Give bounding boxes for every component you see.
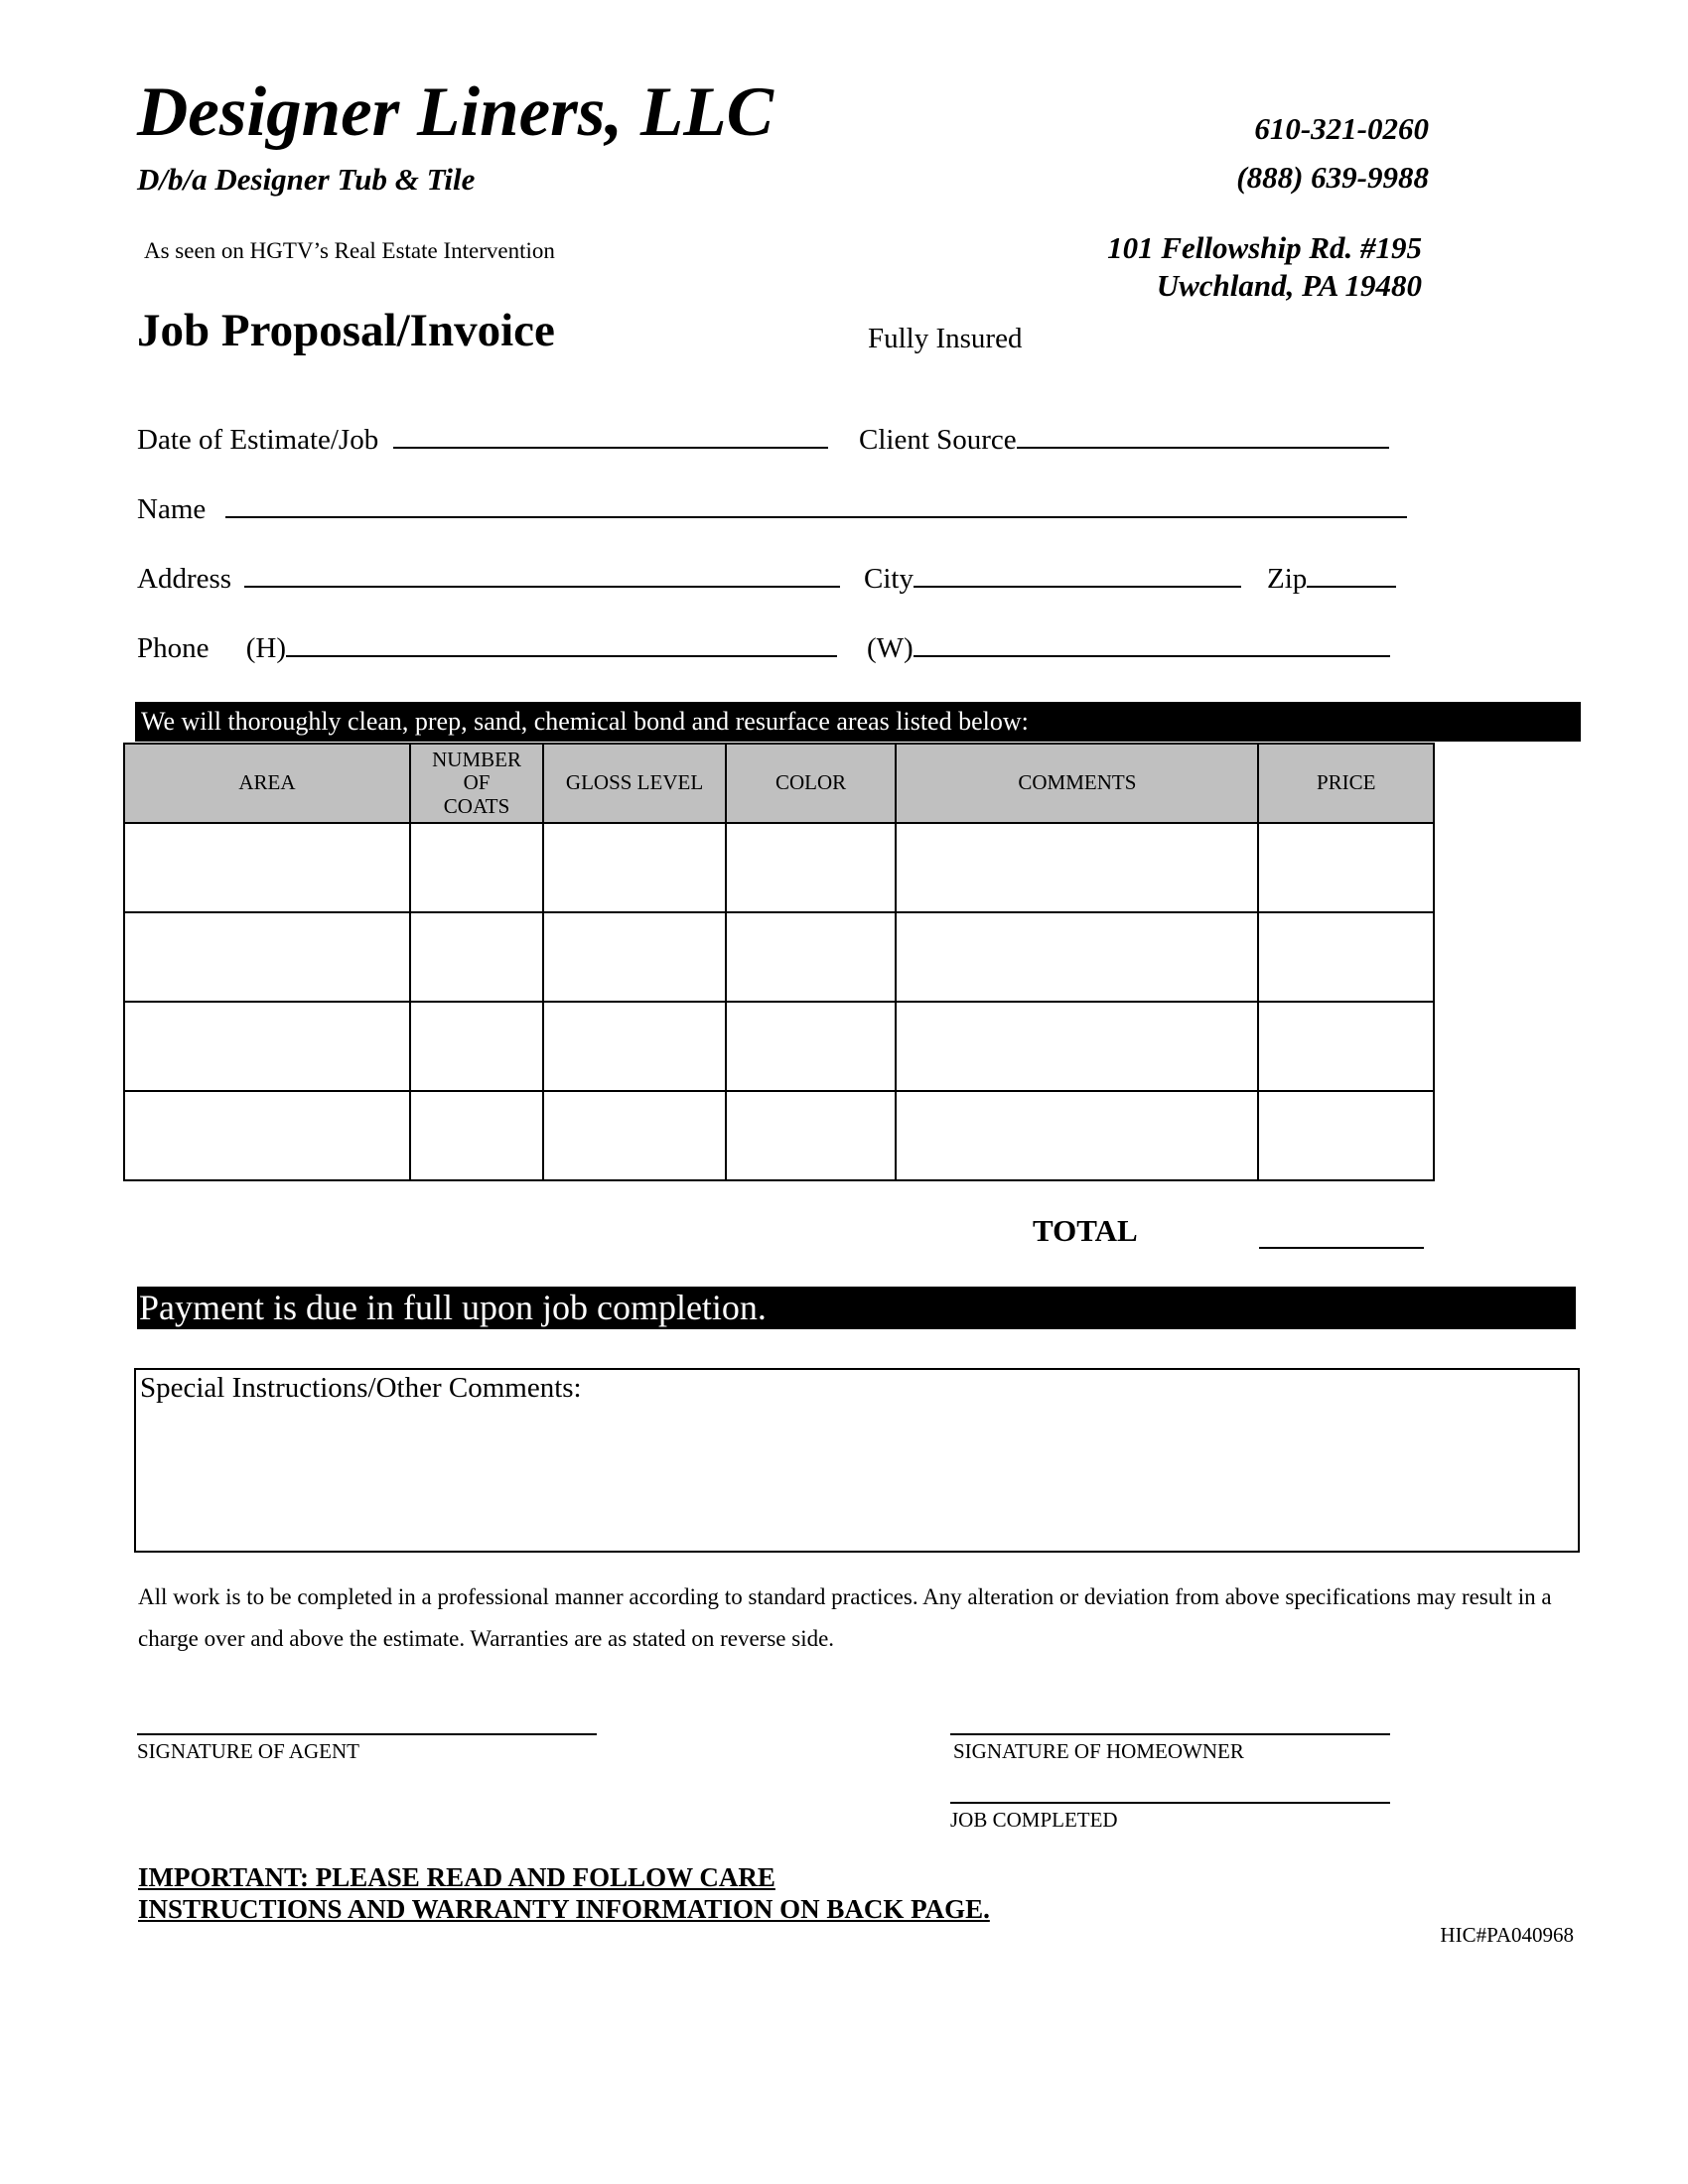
special-instructions-label: Special Instructions/Other Comments: xyxy=(140,1372,582,1404)
zip-field xyxy=(1267,560,1396,596)
city-field xyxy=(864,560,1241,596)
cell-price[interactable] xyxy=(1258,1091,1434,1180)
important-notice xyxy=(138,1861,990,1925)
company-address-line-1: 101 Fellowship Rd. #195 xyxy=(1107,230,1422,265)
cell-number-of-coats[interactable] xyxy=(410,1002,543,1091)
date-field xyxy=(137,421,828,457)
cell-number-of-coats[interactable] xyxy=(410,912,543,1002)
date-label: Date of Estimate/Job xyxy=(137,424,379,456)
col-header-number-of-coats: NUMBER OF COATS xyxy=(410,744,543,823)
phone-work-input-line[interactable] xyxy=(914,629,1390,657)
table-row xyxy=(124,912,1434,1002)
job-items-table xyxy=(123,743,1435,1181)
cell-area[interactable] xyxy=(124,1002,410,1091)
cell-gloss-level[interactable] xyxy=(543,1002,726,1091)
phone-home-input-line[interactable] xyxy=(286,629,837,657)
dba-name: D/b/a Designer Tub & Tile xyxy=(137,162,476,197)
col-header-comments: COMMENTS xyxy=(896,744,1258,823)
company-address-line-2: Uwchland, PA 19480 xyxy=(1156,268,1422,303)
cell-color[interactable] xyxy=(726,912,897,1002)
important-notice-line-2: INSTRUCTIONS AND WARRANTY INFORMATION ON BACK PAGE. xyxy=(138,1894,990,1924)
phone-home-label: (H) xyxy=(245,632,287,664)
address-label: Address xyxy=(137,563,232,595)
cell-price[interactable] xyxy=(1258,912,1434,1002)
name-input-line[interactable] xyxy=(225,490,1407,518)
homeowner-signature-label: SIGNATURE OF HOMEOWNER xyxy=(953,1739,1244,1763)
address-input-line[interactable] xyxy=(244,560,840,588)
table-row xyxy=(124,1002,1434,1091)
address-field xyxy=(137,560,840,596)
cell-price[interactable] xyxy=(1258,1002,1434,1091)
cell-gloss-level[interactable] xyxy=(543,823,726,912)
phone-work-label: (W) xyxy=(867,632,914,664)
cell-comments[interactable] xyxy=(896,1091,1258,1180)
client-source-field xyxy=(859,421,1389,457)
client-source-label: Client Source xyxy=(859,424,1017,456)
hic-number: HIC#PA040968 xyxy=(1440,1923,1574,1947)
phone-field xyxy=(137,629,837,665)
cell-number-of-coats[interactable] xyxy=(410,823,543,912)
city-label: City xyxy=(864,563,914,595)
zip-input-line[interactable] xyxy=(1307,560,1396,588)
cell-comments[interactable] xyxy=(896,1002,1258,1091)
important-notice-line-1: IMPORTANT: PLEASE READ AND FOLLOW CARE xyxy=(138,1862,775,1892)
cell-gloss-level[interactable] xyxy=(543,912,726,1002)
col-header-area: AREA xyxy=(124,744,410,823)
cell-number-of-coats[interactable] xyxy=(410,1091,543,1180)
agent-signature-label: SIGNATURE OF AGENT xyxy=(137,1739,360,1763)
agent-signature-line[interactable] xyxy=(137,1733,597,1735)
total-input-line[interactable] xyxy=(1259,1221,1424,1249)
table-header-row xyxy=(124,744,1434,823)
insured-note: Fully Insured xyxy=(868,323,1023,354)
cell-price[interactable] xyxy=(1258,823,1434,912)
zip-label: Zip xyxy=(1267,563,1308,595)
cell-color[interactable] xyxy=(726,1091,897,1180)
date-input-line[interactable] xyxy=(393,421,828,449)
table-row xyxy=(124,1091,1434,1180)
name-label: Name xyxy=(137,493,207,525)
cell-gloss-level[interactable] xyxy=(543,1091,726,1180)
cell-comments[interactable] xyxy=(896,823,1258,912)
cell-color[interactable] xyxy=(726,1002,897,1091)
phone-number-tollfree: (888) 639-9988 xyxy=(1236,160,1429,195)
city-input-line[interactable] xyxy=(914,560,1241,588)
payment-banner: Payment is due in full upon job completion. xyxy=(137,1287,1576,1329)
col-header-price: PRICE xyxy=(1258,744,1434,823)
col-header-color: COLOR xyxy=(726,744,897,823)
phone-work-field xyxy=(867,629,1390,665)
cell-color[interactable] xyxy=(726,823,897,912)
company-name: Designer Liners, LLC xyxy=(137,73,774,151)
client-source-input-line[interactable] xyxy=(1017,421,1389,449)
cell-comments[interactable] xyxy=(896,912,1258,1002)
phone-number-primary: 610-321-0260 xyxy=(1254,111,1429,146)
cell-area[interactable] xyxy=(124,1091,410,1180)
homeowner-signature-line[interactable] xyxy=(950,1733,1390,1735)
col-header-gloss-level: GLOSS LEVEL xyxy=(543,744,726,823)
document-title: Job Proposal/Invoice xyxy=(137,305,555,356)
job-completed-label: JOB COMPLETED xyxy=(950,1808,1118,1832)
cell-area[interactable] xyxy=(124,823,410,912)
table-row xyxy=(124,823,1434,912)
as-seen-on-text: As seen on HGTV’s Real Estate Intervention xyxy=(144,238,555,263)
special-instructions-box[interactable] xyxy=(134,1368,1580,1553)
cell-area[interactable] xyxy=(124,912,410,1002)
resurface-banner: We will thoroughly clean, prep, sand, chemical bond and resurface areas listed below: xyxy=(135,702,1581,742)
terms-text: All work is to be completed in a professional manner according to standard practices. Any alteration or deviation from above specifications may result in a charge over and above the estimate. Warranties are as stated on reverse side. xyxy=(138,1584,1552,1651)
job-completed-line[interactable] xyxy=(950,1802,1390,1804)
phone-label: Phone xyxy=(137,632,210,664)
name-field xyxy=(137,490,1407,526)
total-label: TOTAL xyxy=(1033,1213,1138,1248)
